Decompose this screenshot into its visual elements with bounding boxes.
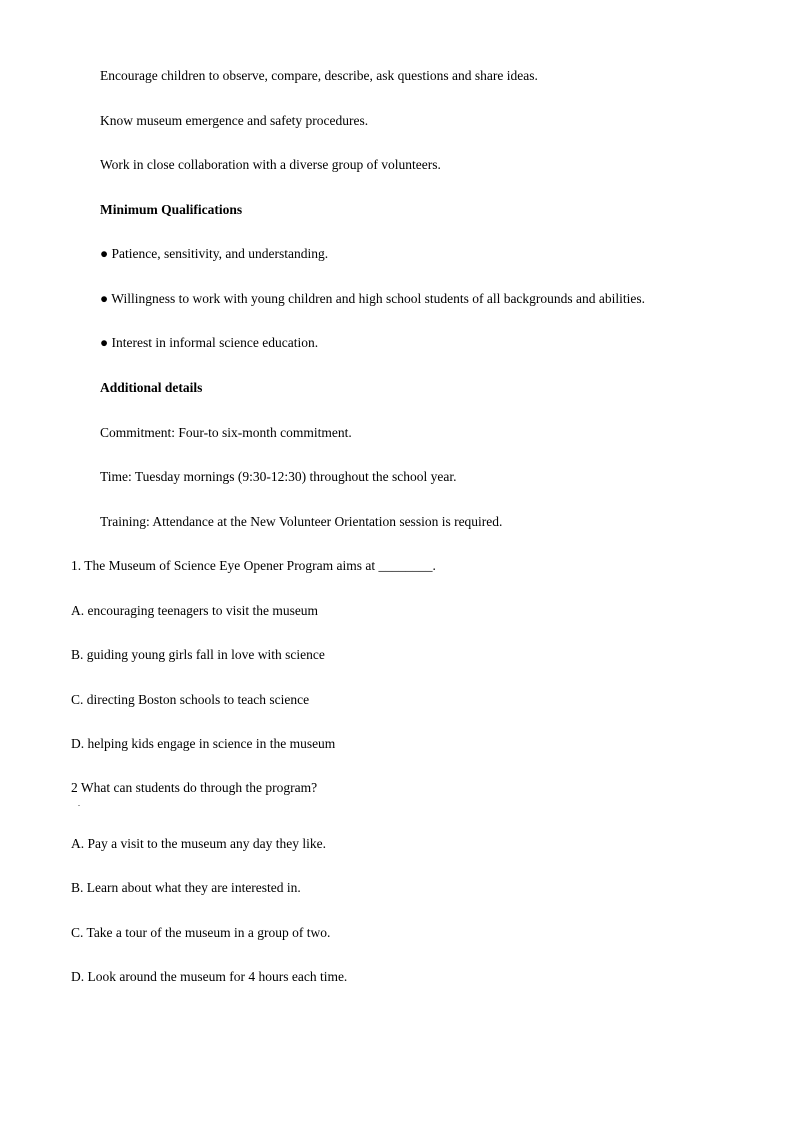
question-1-option-a: A. encouraging teenagers to visit the museum — [71, 603, 319, 618]
detail-training: Training: Attendance at the New Volunteer Orientation session is required. — [100, 514, 503, 529]
question-1-option-c: C. directing Boston schools to teach science — [71, 692, 310, 707]
qualification-item: ● Willingness to work with young children and high school students of all backgrounds and abilities. — [100, 291, 646, 306]
duty-collaboration: Work in close collaboration with a diverse group of volunteers. — [100, 157, 441, 172]
duty-observe: Encourage children to observe, compare, describe, ask questions and share ideas. — [100, 68, 538, 83]
question-2-option-a: A. Pay a visit to the museum any day they like. — [71, 836, 326, 851]
question-1-option-d: D. helping kids engage in science in the museum — [71, 736, 336, 751]
detail-time: Time: Tuesday mornings (9:30-12:30) throughout the school year. — [100, 469, 457, 484]
question-2-stem: 2 What can students do through the program? — [71, 780, 318, 795]
minimum-qualifications-heading: Minimum Qualifications — [100, 202, 243, 217]
duty-safety: Know museum emergence and safety procedures. — [100, 113, 369, 128]
question-2-option-d: D. Look around the museum for 4 hours each time. — [71, 969, 348, 984]
question-2-option-b: B. Learn about what they are interested in. — [71, 880, 301, 895]
question-2-number-mark: . — [78, 799, 80, 808]
question-1-stem: 1. The Museum of Science Eye Opener Program aims at ________. — [71, 558, 436, 573]
detail-commitment: Commitment: Four-to six-month commitment. — [100, 425, 352, 440]
question-1-option-b: B. guiding young girls fall in love with science — [71, 647, 325, 662]
question-2-option-c: C. Take a tour of the museum in a group of two. — [71, 925, 331, 940]
additional-details-heading: Additional details — [100, 380, 203, 395]
qualification-item: ● Patience, sensitivity, and understanding. — [100, 246, 329, 261]
qualification-item: ● Interest in informal science education. — [100, 335, 319, 350]
